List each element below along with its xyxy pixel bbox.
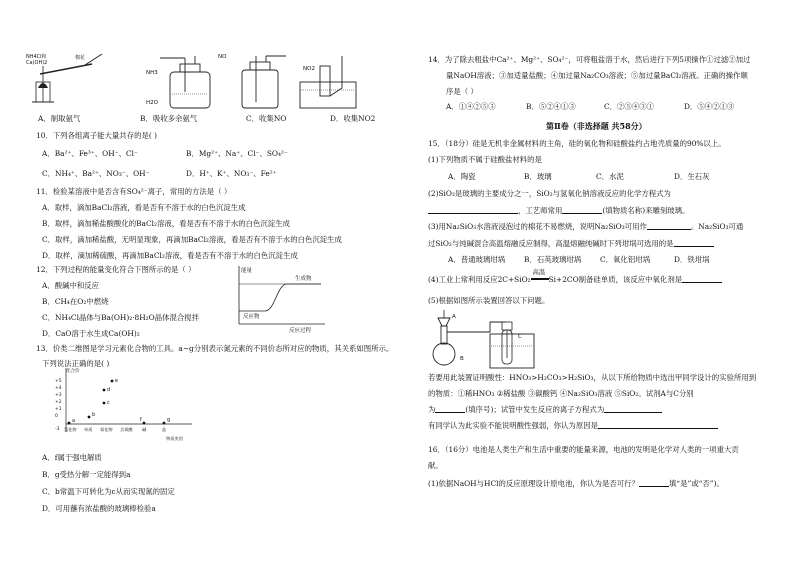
q15-part6-text-c: 为 [428,405,436,414]
q13-point-d [103,389,106,392]
q12-stem: 12．下列过程的能量变化符合下图所示的是（ ） [36,265,196,274]
q13-ytick-2: +3 [55,393,62,398]
q15-part3-option-d: D．铁坩埚 [674,255,710,264]
q13-point-c [103,402,106,405]
q15-part1-option-b: B．玻璃 [524,172,552,181]
q15-part6-line-1: 若要用此装置证明酸性：HNO₃>H₂CO₃>H₂SiO₃，从以下所给物质中选出甲同学设计的实验所用到 [428,373,757,382]
apparatus-caption-d: D．收集NO2 [330,114,376,123]
apparatus-figures [26,52,360,112]
q10-option-d: D．H⁺、K⁺、NO₃⁻、Fe²⁺ [186,169,277,178]
q13-point-g [163,422,166,425]
q13-valence-chart [52,368,192,448]
q13-point-f [143,422,146,425]
q15-part3-option-b: B．石英玻璃坩埚 [524,255,582,264]
q13-xtick-5: 盐 [162,427,167,432]
q13-xtick-1: 单质 [84,427,93,432]
q15-part2-line [428,207,689,214]
q15-part3-text-a: (3)用Na₂SiO₃水溶液浸泡过的棉花不易燃烧，说明Na₂SiO₃可用作 [428,222,647,231]
q14-line-2: 量NaOH溶液；③加适量盐酸；④加过量Na₂CO₃溶液；⑤加过量BaCl₂溶液。正确的操作顺 [446,71,748,80]
q15-part2-blank-1[interactable] [428,207,518,214]
q15-part6-line-2: 的物质：①稀HNO₃ ②稀盐酸 ③碳酸钙 ④Na₂SiO₃溶液 ⑤SiO₂。试剂A与C分别 [428,389,694,398]
q13-option-b: B．g受热分解一定能得到a [42,470,131,479]
q15-part4-condition: 高温 [532,269,546,276]
q12-chart-reactant: 反应物 [243,314,260,320]
q15-part1-option-d: D．生石灰 [674,172,710,181]
apparatus-a-figure [26,53,102,102]
q12-option-c: C．NH₄Cl晶体与Ba(OH)₂·8H₂O晶体混合搅拌 [42,313,200,322]
q12-chart-ylabel: 能量 [241,268,253,274]
q14-option-a: A．①④②⑤③ [446,102,496,111]
q13-point-c-label: c [107,400,110,406]
q15-part3-text-b: 。Na₂SiO₃可通 [690,222,744,231]
q10-option-b: B．Mg²⁺、Na⁺、Cl⁻、SO₄²⁻ [186,149,288,158]
q13-option-d: D．可用蘸有浓盐酸的玻璃棒检验a [42,504,156,513]
q13-point-f-label: f [140,417,142,423]
q15-part6-line-4 [428,422,718,429]
q13-ytick-5: 0 [55,414,58,419]
q15-part3-blank-1[interactable] [647,223,691,230]
q12-chart-xlabel: 反应过程 [289,328,312,334]
q15-apparatus-label-c: C [518,334,522,340]
apparatus-c-figure [218,54,286,108]
q13-chart-xlabel: 物质类别 [166,436,183,441]
apparatus-b-label-2: H2O [146,100,158,106]
q15-part4-line [428,269,722,284]
q14-line-1: 14．为了除去粗盐中Ca²⁺、Mg²⁺、SO₄²⁻，可将粗盐溶于水，然后进行下列5项操作①过滤②加过 [428,55,751,64]
q12-option-a: A．酸碱中和反应 [42,281,100,290]
q15-part4-text-b: Si+2CO制备硅单质，该反应中氧化剂是 [548,275,683,284]
q14-option-b: B．⑤②④①③ [526,102,576,111]
q13-xtick-4: 碱 [142,427,147,432]
q15-part6-blank-1[interactable] [435,406,465,413]
q11-option-c: C．取样，滴加稀盐酸，无明显现象，再滴加BaCl₂溶液，看是否有不溶于水的白色沉淀生成 [42,235,342,244]
q16-line-1: 16．（16分）电池是人类生产和生活中重要的能量来源，电池的发明是化学对人类的一项重大贡 [428,445,739,454]
q13-ytick-3: +2 [55,400,62,405]
q14-line-3: 序是（ ） [446,87,478,96]
q10-stem: 10．下列各组离子能大量共存的是( ) [36,131,157,140]
q11-stem: 11．检验某溶液中是否含有SO₄²⁻离子，常用的方法是（ ） [36,187,232,196]
q12-energy-chart [235,266,325,334]
apparatus-d-figure [300,56,356,108]
q15-part2: (2)SiO₂是玻璃的主要成分之一，SiO₂与氢氧化钠溶液反应的化学方程式为 [428,189,671,198]
q15-part6-blank-2[interactable] [604,406,662,413]
q13-ytick-1: +4 [55,386,62,391]
q15-part6-line-3 [428,406,662,413]
apparatus-b-figure [146,56,210,108]
apparatus-caption-c: C．收集NO [246,114,287,123]
q15-part4-arrow [531,269,549,283]
q15-part1: (1)下列物质不属于硅酸盐材料的是 [428,155,542,164]
q15-part3-blank-2[interactable] [674,240,714,247]
q12-option-d: D．CaO溶于水生成Ca(OH)₂ [42,329,140,338]
q13-ytick-6: -3 [55,427,60,432]
q13-option-a: A．f属于强电解质 [42,453,102,462]
q15-apparatus-label-b: B [460,356,464,362]
apparatus-a-label-3: 棉花 [75,55,86,61]
q10-option-c: C．NH₄⁺、Ba²⁺、NO₃⁻、OH⁻ [42,169,150,178]
q16-part1-blank[interactable] [639,480,669,487]
q15-part2-text-c: (填物质名称)来雕刻玻璃。 [602,206,690,215]
q13-point-e-label: e [115,378,119,384]
apparatus-caption-b: B．吸收多余氨气 [140,114,198,123]
q11-option-d: D．取样，滴加稀硫酸，再滴加BaCl₂溶液，看是否有不溶于水的白色沉淀生成 [42,251,298,260]
q15-part1-option-a: A．陶瓷 [448,172,476,181]
q15-apparatus-label-a: A [452,314,456,320]
q12-chart-product: 生成物 [295,276,312,282]
apparatus-caption-a: A．制取氨气 [38,114,81,123]
apparatus-b-label-1: NH3 [146,70,158,76]
q13-ytick-0: +5 [55,379,62,384]
q13-chart-ylabel: 化合价 [66,369,80,374]
q13-point-a [68,422,71,425]
q15-part6-blank-3[interactable] [598,422,718,429]
q15-intro: 15．（18分）硅是无机非金属材料的主角，硅的氧化物和硅酸盐约占地壳质量的90%以上。 [428,139,726,148]
apparatus-a-label-2: Ca(OH)2 [26,60,48,66]
q13-point-e [111,380,114,383]
q15-part6-text-e: 有同学认为此实验不能说明酸性强弱，你认为原因是 [428,421,598,430]
q13-xtick-2: 氧化物 [100,427,113,432]
q15-part2-text-b: ，工艺师常用 [518,206,563,215]
q13-point-g-label: g [167,417,171,423]
apparatus-a-label-1: NH4Cl和 [26,54,47,60]
q13-stem-2: 下列说法正确的是( ) [42,359,110,368]
q14-option-c: C．②⑤④③① [604,102,654,111]
right-column [428,0,768,562]
q16-line-2: 献。 [428,461,443,470]
q14-option-d: D．⑤④②①③ [684,102,735,111]
apparatus-d-label: NO2 [303,66,315,72]
q11-option-b: B．取样，滴加稀盐酸酸化的BaCl₂溶液，看是否有不溶于水的白色沉淀生成 [42,219,290,228]
q15-part3-line-1 [428,223,743,230]
q15-part2-blank-2[interactable] [562,207,602,214]
q15-part3-option-c: C．氧化铝坩埚 [600,255,650,264]
q13-point-b-label: b [92,412,96,418]
q13-xtick-0: 氢化物 [64,427,77,432]
q16-part1-line [428,480,724,487]
q15-part6-text-d: (填序号)；试管中发生反应的离子方程式为 [465,405,605,414]
q13-point-d-label: d [107,387,111,393]
q13-ytick-4: +1 [55,407,62,412]
q15-part3-line-2 [428,240,714,247]
apparatus-c-label: NO [218,54,227,60]
q11-option-a: A．取样，滴加BaCl₂溶液，看是否有不溶于水的白色沉淀生成 [42,203,246,212]
left-column [26,0,394,562]
q15-apparatus-figure [430,308,540,370]
q16-part1-text-b: 填“是”或“否”)。 [668,479,724,488]
q16-part1-text-a: (1)依据NaOH与HCl的反应原理设计原电池，你认为是否可行？ [428,479,639,488]
q15-part3-text-c: 过SiO₂与纯碱混合高温熔融反应制得，高温熔融纯碱时下列坩埚可选用的是 [428,239,674,248]
q15-part5: (5)根据如图所示装置回答以下问题。 [428,296,550,305]
q13-xtick-3: 含氧酸 [120,427,133,432]
q13-point-b [88,416,91,419]
q10-option-a: A．Ba²⁺、Fe³⁺、OH⁻、Cl⁻ [42,149,138,158]
q15-part4-text-a: (4)工业上常利用反应2C+SiO₂ [428,275,531,284]
q15-part3-option-a: A．普通玻璃坩埚 [448,255,506,264]
section-2-heading: 第Ⅱ卷（非选择题 共58分） [546,121,647,131]
q15-part1-option-c: C．水泥 [596,172,624,181]
q13-option-c: C．b常温下可转化为c从而实现氮的固定 [42,487,175,496]
q12-option-b: B．CH₄在O₂中燃烧 [42,297,109,306]
q13-stem-1: 13．价类二维图是学习元素化合物的工具。a~g分别表示氮元素的不同价态所对应的物质，其关系如图所示。 [36,344,394,353]
q15-part4-blank[interactable] [682,276,722,283]
q13-point-a-label: a [72,418,76,424]
